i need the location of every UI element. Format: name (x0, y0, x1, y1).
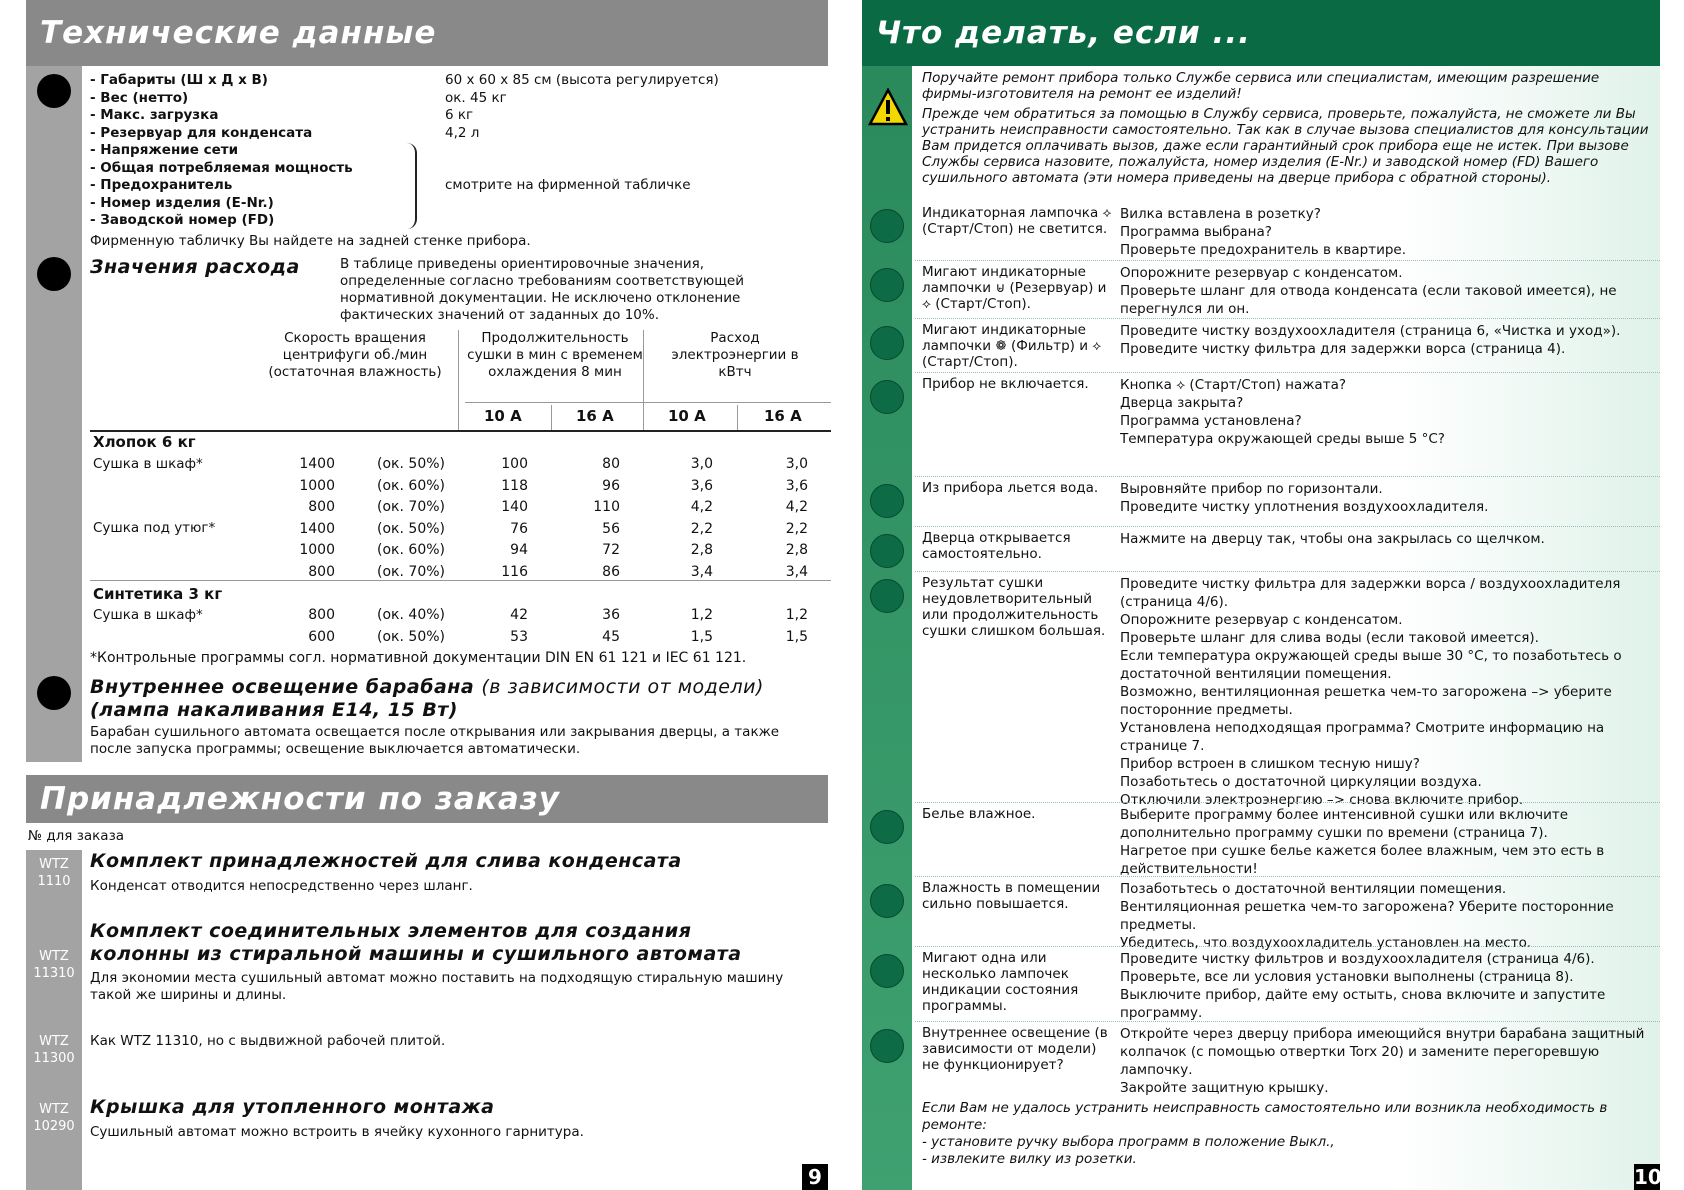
sub-header: 16 А (576, 407, 614, 425)
acc-code: WTZ 11300 (33, 1034, 75, 1066)
table-cell: 76 (510, 520, 528, 537)
warning-text-2: Прежде чем обратиться за помощью в Службу сервиса, проверьте, пожалуйста, не сможете ли Вы устранить неисправности самостоятельно. Так как в случае вызова специалистов для консультации Вам придется оплачивать вызов, даже если гарантийный срок прибора еще не истек. При вызове Службы сервиса назовите, пожалуйста, номер изделия (E-Nr.) и заводской номер (FD) Вашего сушильного автомата (эти номера приведены на дверце прибора с обратной стороны). (922, 106, 1649, 186)
row-separator (915, 260, 1660, 261)
row-label: Сушка под утюг* (93, 520, 216, 536)
solution-item: Проведите чистку фильтра для задержки ворса / воздухоохладителя (страница 4/6). (1120, 576, 1621, 610)
acc-code: WTZ 11310 (33, 949, 75, 981)
solution-item: Программа установлена? (1120, 413, 1302, 429)
accessories-title: Принадлежности по заказу (40, 781, 560, 817)
acc-side-band (26, 850, 82, 1190)
table-cell: 4,2 (785, 499, 808, 515)
table-cell: (ок. 50%) (377, 456, 445, 472)
left-page-title: Технические данные (40, 15, 437, 51)
table-footnote: *Контрольные программы согл. нормативной документации DIN EN 61 121 и IEC 61 121. (90, 650, 747, 666)
right-header (862, 0, 1660, 66)
solution-list (1120, 950, 1650, 1022)
sub-header: 16 А (764, 407, 802, 425)
solution-list (1120, 530, 1650, 548)
problem-text: Дверца открывается самостоятельно. (922, 530, 1071, 562)
table-cell: 3,6 (690, 477, 713, 494)
order-label: № для заказа (28, 828, 125, 844)
table-cell: (ок. 40%) (377, 607, 445, 623)
table-cell: 800 (308, 607, 335, 623)
row-label: Сушка в шкаф* (93, 456, 203, 472)
row-bullet-icon (870, 326, 904, 360)
table-cell: 1,2 (785, 607, 808, 623)
spec-value: 60 x 60 x 85 см (высота регулируется) (445, 72, 719, 88)
acc-code: WTZ 1110 (37, 857, 71, 889)
table-cell: 1,5 (690, 628, 713, 645)
spec-row (90, 72, 810, 90)
problem-text: Внутреннее освещение (в зависимости от модели) не функционирует? (922, 1025, 1108, 1073)
solution-item: Отключили электроэнергию –> снова включите прибор. (1120, 792, 1524, 808)
solution-item: Проверьте шланг для отвода конденсата (если таковой имеется), не перегнулся ли он. (1120, 283, 1617, 317)
row-bullet-icon (870, 579, 904, 613)
spec-label: - Вес (нетто) (90, 89, 189, 106)
solution-item: Проверьте шланг для слива воды (если таковой имеется). (1120, 630, 1539, 646)
acc-text: Как WTZ 11310, но с выдвижной рабочей плитой. (90, 1033, 446, 1049)
table-cell: 3,4 (785, 563, 808, 580)
table-cell: 1,2 (690, 607, 713, 623)
table-vline (643, 330, 644, 430)
spec-value: смотрите на фирменной табличке (445, 177, 691, 193)
spec-value: 4,2 л (445, 124, 480, 141)
col-duration-header: Продолжительность сушки в мин с временем охлаждения 8 мин (467, 330, 643, 380)
row-bullet-icon (870, 810, 904, 844)
table-cell: 42 (510, 607, 528, 623)
table-cell: 56 (602, 520, 620, 537)
acc-code: WTZ 10290 (33, 1102, 75, 1134)
solution-item: Вилка вставлена в розетку? (1120, 206, 1321, 222)
table-hline (90, 430, 831, 432)
solution-item: Прибор встроен в слишком тесную нишу? (1120, 756, 1420, 772)
table-cell: 2,2 (785, 520, 808, 537)
sub-header: 10 А (668, 407, 706, 425)
solution-item: Выберите программу более интенсивной сушки или включите дополнительно программу сушки по времени (страница 7). (1120, 807, 1569, 841)
acc-title: Крышка для утопленного монтажа (90, 1096, 495, 1118)
table-cell: 36 (602, 607, 620, 623)
solution-item: Кнопка ⟡ (Старт/Стоп) нажата? (1120, 377, 1347, 393)
table-cell: 1400 (299, 520, 335, 537)
table-vline (737, 405, 738, 430)
plate-note: Фирменную табличку Вы найдете на задней стенке прибора. (90, 233, 531, 249)
solution-item: Выключите прибор, дайте ему остыть, снова включите и запустите программу. (1120, 987, 1606, 1021)
spec-row (90, 125, 810, 143)
solution-item: Проведите чистку воздухоохладителя (страница 6, «Чистка и уход»). (1120, 323, 1621, 339)
table-cell: 3,4 (690, 563, 713, 580)
row-separator (915, 571, 1660, 572)
problem-text: Результат сушки неудовлетворительный или продолжительность сушки слишком большая. (922, 575, 1106, 639)
row-bullet-icon (870, 380, 904, 414)
spec-label: - Предохранитель (90, 177, 233, 193)
table-cell: 1,5 (785, 628, 808, 645)
solution-item: Программа выбрана? (1120, 224, 1272, 240)
solution-item: Если температура окружающей среды выше 30 °C, то позаботьтесь о достаточной вентиляции помещения. (1120, 648, 1622, 682)
solution-item: Проведите чистку фильтров и воздухоохладителя (страница 4/6). (1120, 951, 1595, 967)
row-separator (915, 946, 1660, 947)
table-cell: 2,8 (785, 542, 808, 558)
table-cell: 96 (602, 477, 620, 494)
lamp-title-note: (в зависимости от модели) (481, 676, 764, 698)
final-step-1: - установите ручку выбора программ в положение Выкл., (922, 1134, 1335, 1150)
solution-item: Проверьте, все ли условия установки выполнены (страница 8). (1120, 969, 1574, 985)
table-cell: 800 (308, 563, 335, 580)
solution-list (1120, 1025, 1650, 1097)
solution-list (1120, 480, 1650, 516)
accessories-header (26, 775, 828, 823)
problem-text: Мигают одна или несколько лампочек индикации состояния программы. (922, 950, 1079, 1014)
brace-icon (405, 143, 417, 229)
problem-text: Индикаторная лампочка ⟡ (Старт/Стоп) не светится. (922, 205, 1112, 237)
table-cell: 1400 (299, 456, 335, 472)
left-header (26, 0, 828, 66)
left-side-band (26, 66, 82, 762)
spec-label: - Заводской номер (FD) (90, 212, 275, 228)
solution-list (1120, 806, 1650, 878)
spec-row (90, 160, 810, 178)
table-cell: (ок. 50%) (377, 520, 445, 537)
solution-item: Опорожните резервуар с конденсатом. (1120, 612, 1403, 628)
row-separator (915, 318, 1660, 319)
table-cell: 116 (501, 563, 528, 580)
solution-item: Вентиляционная решетка чем-то загорожена? Уберите посторонние предметы. (1120, 899, 1614, 933)
warning-text-1: Поручайте ремонт прибора только Службе сервиса или специалистам, имеющим разрешение фирмы-изготовителя на ремонт ее изделий! (922, 70, 1600, 102)
problem-text: Прибор не включается. (922, 376, 1089, 392)
table-cell: (ок. 70%) (377, 499, 445, 515)
consumption-text: В таблице приведены ориентировочные значения, определенные согласно требованиям соответствующей нормативной документации. Не исключено отклонение фактических значений от заданных до 10%. (340, 256, 744, 323)
group-title: Синтетика 3 кг (93, 585, 223, 603)
lamp-title-2: (лампа накаливания E14, 15 Вт) (90, 699, 458, 721)
row-separator (915, 1021, 1660, 1022)
table-cell: 140 (501, 499, 528, 515)
problem-text: Мигают индикаторные лампочки ❁ (Фильтр) и ⟡ (Старт/Стоп). (922, 322, 1102, 370)
solution-list (1120, 264, 1650, 318)
solution-item: Проведите чистку фильтра для задержки ворса (страница 4). (1120, 341, 1566, 357)
spec-row (90, 142, 810, 160)
table-cell: 3,6 (785, 477, 808, 494)
solution-item: Опорожните резервуар с конденсатом. (1120, 265, 1403, 281)
table-cell: (ок. 60%) (377, 477, 445, 494)
spec-row (90, 195, 810, 213)
spec-row (90, 107, 810, 125)
spec-row (90, 177, 810, 195)
spec-label: - Напряжение сети (90, 142, 239, 158)
table-cell: 1000 (299, 542, 335, 558)
solution-item: Дверца закрыта? (1120, 395, 1244, 411)
final-text (922, 1100, 1652, 1168)
acc-title: Комплект соединительных элементов для создания колонны из стиральной машины и сушильного автомата (90, 920, 742, 965)
row-bullet-icon (870, 268, 904, 302)
row-separator (915, 526, 1660, 527)
table-cell: 2,2 (690, 520, 713, 537)
problem-text: Влажность в помещении сильно повышается. (922, 880, 1101, 912)
spec-row (90, 212, 810, 230)
spec-label: - Резервуар для конденсата (90, 124, 313, 141)
solution-item: Проверьте предохранитель в квартире. (1120, 242, 1407, 258)
table-hline (90, 580, 831, 581)
spec-label: - Номер изделия (E-Nr.) (90, 194, 274, 211)
problem-text: Белье влажное. (922, 806, 1036, 822)
solution-item: Выровняйте прибор по горизонтали. (1120, 481, 1383, 497)
row-bullet-icon (870, 954, 904, 988)
consumption-title: Значения расхода (90, 256, 300, 278)
solution-item: Температура окружающей среды выше 5 °C? (1120, 431, 1445, 447)
row-separator (915, 372, 1660, 373)
solution-list (1120, 205, 1650, 259)
solution-list (1120, 322, 1650, 358)
solution-item: Убедитесь, что воздухоохладитель установлен на место. (1120, 935, 1532, 951)
problem-text: Из прибора льется вода. (922, 480, 1099, 496)
row-bullet-icon (870, 534, 904, 568)
table-hline (465, 402, 831, 403)
table-cell: (ок. 70%) (377, 563, 445, 580)
solution-item: Позаботьтесь о достаточной вентиляции помещения. (1120, 881, 1507, 897)
lamp-text: Барабан сушильного автомата освещается после открывания или закрывания дверцы, а также после запуска программы; освещение выключается автоматически. (90, 724, 780, 757)
table-cell: (ок. 60%) (377, 542, 445, 558)
table-cell: 800 (308, 499, 335, 515)
solution-list (1120, 376, 1650, 448)
solution-item: Нажмите на дверцу так, чтобы она закрылась со щелчком. (1120, 531, 1545, 547)
row-bullet-icon (870, 1029, 904, 1063)
acc-text: Конденсат отводится непосредственно через шланг. (90, 878, 473, 894)
row-bullet-icon (870, 884, 904, 918)
problem-text: Мигают индикаторные лампочки ⊌ (Резервуар) и ⟡ (Старт/Стоп). (922, 264, 1107, 312)
table-cell: 80 (602, 456, 620, 472)
table-cell: 600 (308, 628, 335, 645)
solution-list (1120, 575, 1650, 809)
bullet-icon (37, 257, 71, 291)
solution-item: Установлена неподходящая программа? Смотрите информацию на странице 7. (1120, 720, 1605, 754)
row-separator (915, 476, 1660, 477)
solution-item: Нагретое при сушке белье кажется более влажным, чем это есть в действительности! (1120, 843, 1605, 877)
page-number-right: 10 (1634, 1165, 1662, 1189)
row-bullet-icon (870, 209, 904, 243)
table-cell: 45 (602, 628, 620, 645)
table-cell: (ок. 50%) (377, 628, 445, 645)
table-cell: 2,8 (690, 542, 713, 558)
table-cell: 3,0 (785, 456, 808, 472)
table-cell: 118 (501, 477, 528, 494)
acc-text: Для экономии места сушильный автомат можно поставить на подходящую стиральную машину такой же ширины и длины. (90, 970, 784, 1003)
spec-row (90, 90, 810, 108)
solution-item: Проведите чистку уплотнения воздухоохладителя. (1120, 499, 1489, 515)
page-number-left: 9 (802, 1164, 828, 1190)
table-cell: 110 (593, 499, 620, 515)
spec-label: - Габариты (Ш x Д x В) (90, 72, 268, 88)
acc-title: Комплект принадлежностей для слива конденсата (90, 850, 682, 872)
row-label: Сушка в шкаф* (93, 607, 203, 623)
solution-item: Возможно, вентиляционная решетка чем-то загорожена –> уберите посторонние предметы. (1120, 684, 1612, 718)
table-cell: 1000 (299, 477, 335, 494)
solution-item: Откройте через дверцу прибора имеющийся внутри барабана защитный колпачок (с помощью отвертки Torx 20) и замените перегоревшую лампочку. (1120, 1026, 1645, 1078)
solution-item: Закройте защитную крышку. (1120, 1080, 1329, 1096)
final-intro: Если Вам не удалось устранить неисправность самостоятельно или возникла необходимость в ремонте: (922, 1100, 1608, 1133)
lamp-title (90, 676, 830, 722)
lamp-title-main: Внутреннее освещение барабана (90, 676, 475, 698)
table-cell: 4,2 (690, 499, 713, 515)
spec-value: 6 кг (445, 107, 474, 123)
row-separator (915, 802, 1660, 803)
solution-list (1120, 880, 1650, 952)
right-page-title: Что делать, если ... (876, 15, 1251, 51)
table-cell: 100 (501, 456, 528, 472)
table-vline (551, 405, 552, 430)
row-bullet-icon (870, 484, 904, 518)
table-cell: 72 (602, 542, 620, 558)
col-speed-header: Скорость вращения центрифуги об./мин (остаточная влажность) (268, 330, 442, 380)
table-cell: 53 (510, 628, 528, 645)
bullet-icon (37, 676, 71, 710)
sub-header: 10 А (484, 407, 522, 425)
table-cell: 3,0 (690, 456, 713, 472)
acc-text: Сушильный автомат можно встроить в ячейку кухонного гарнитура. (90, 1124, 584, 1140)
bullet-icon (37, 74, 71, 108)
row-separator (915, 876, 1660, 877)
col-energy-header: Расход электроэнергии в кВтч (671, 330, 799, 380)
group-title: Хлопок 6 кг (93, 433, 196, 451)
spec-list (90, 72, 810, 230)
table-vline (458, 330, 459, 430)
spec-value: ок. 45 кг (445, 89, 507, 106)
solution-item: Позаботьтесь о достаточной циркуляции воздуха. (1120, 774, 1482, 790)
spec-label: - Общая потребляемая мощность (90, 159, 353, 176)
spec-label: - Макс. загрузка (90, 107, 219, 123)
warning-icon (868, 88, 908, 126)
final-step-2: - извлеките вилку из розетки. (922, 1151, 1137, 1167)
table-cell: 94 (510, 542, 528, 558)
table-cell: 86 (602, 563, 620, 580)
